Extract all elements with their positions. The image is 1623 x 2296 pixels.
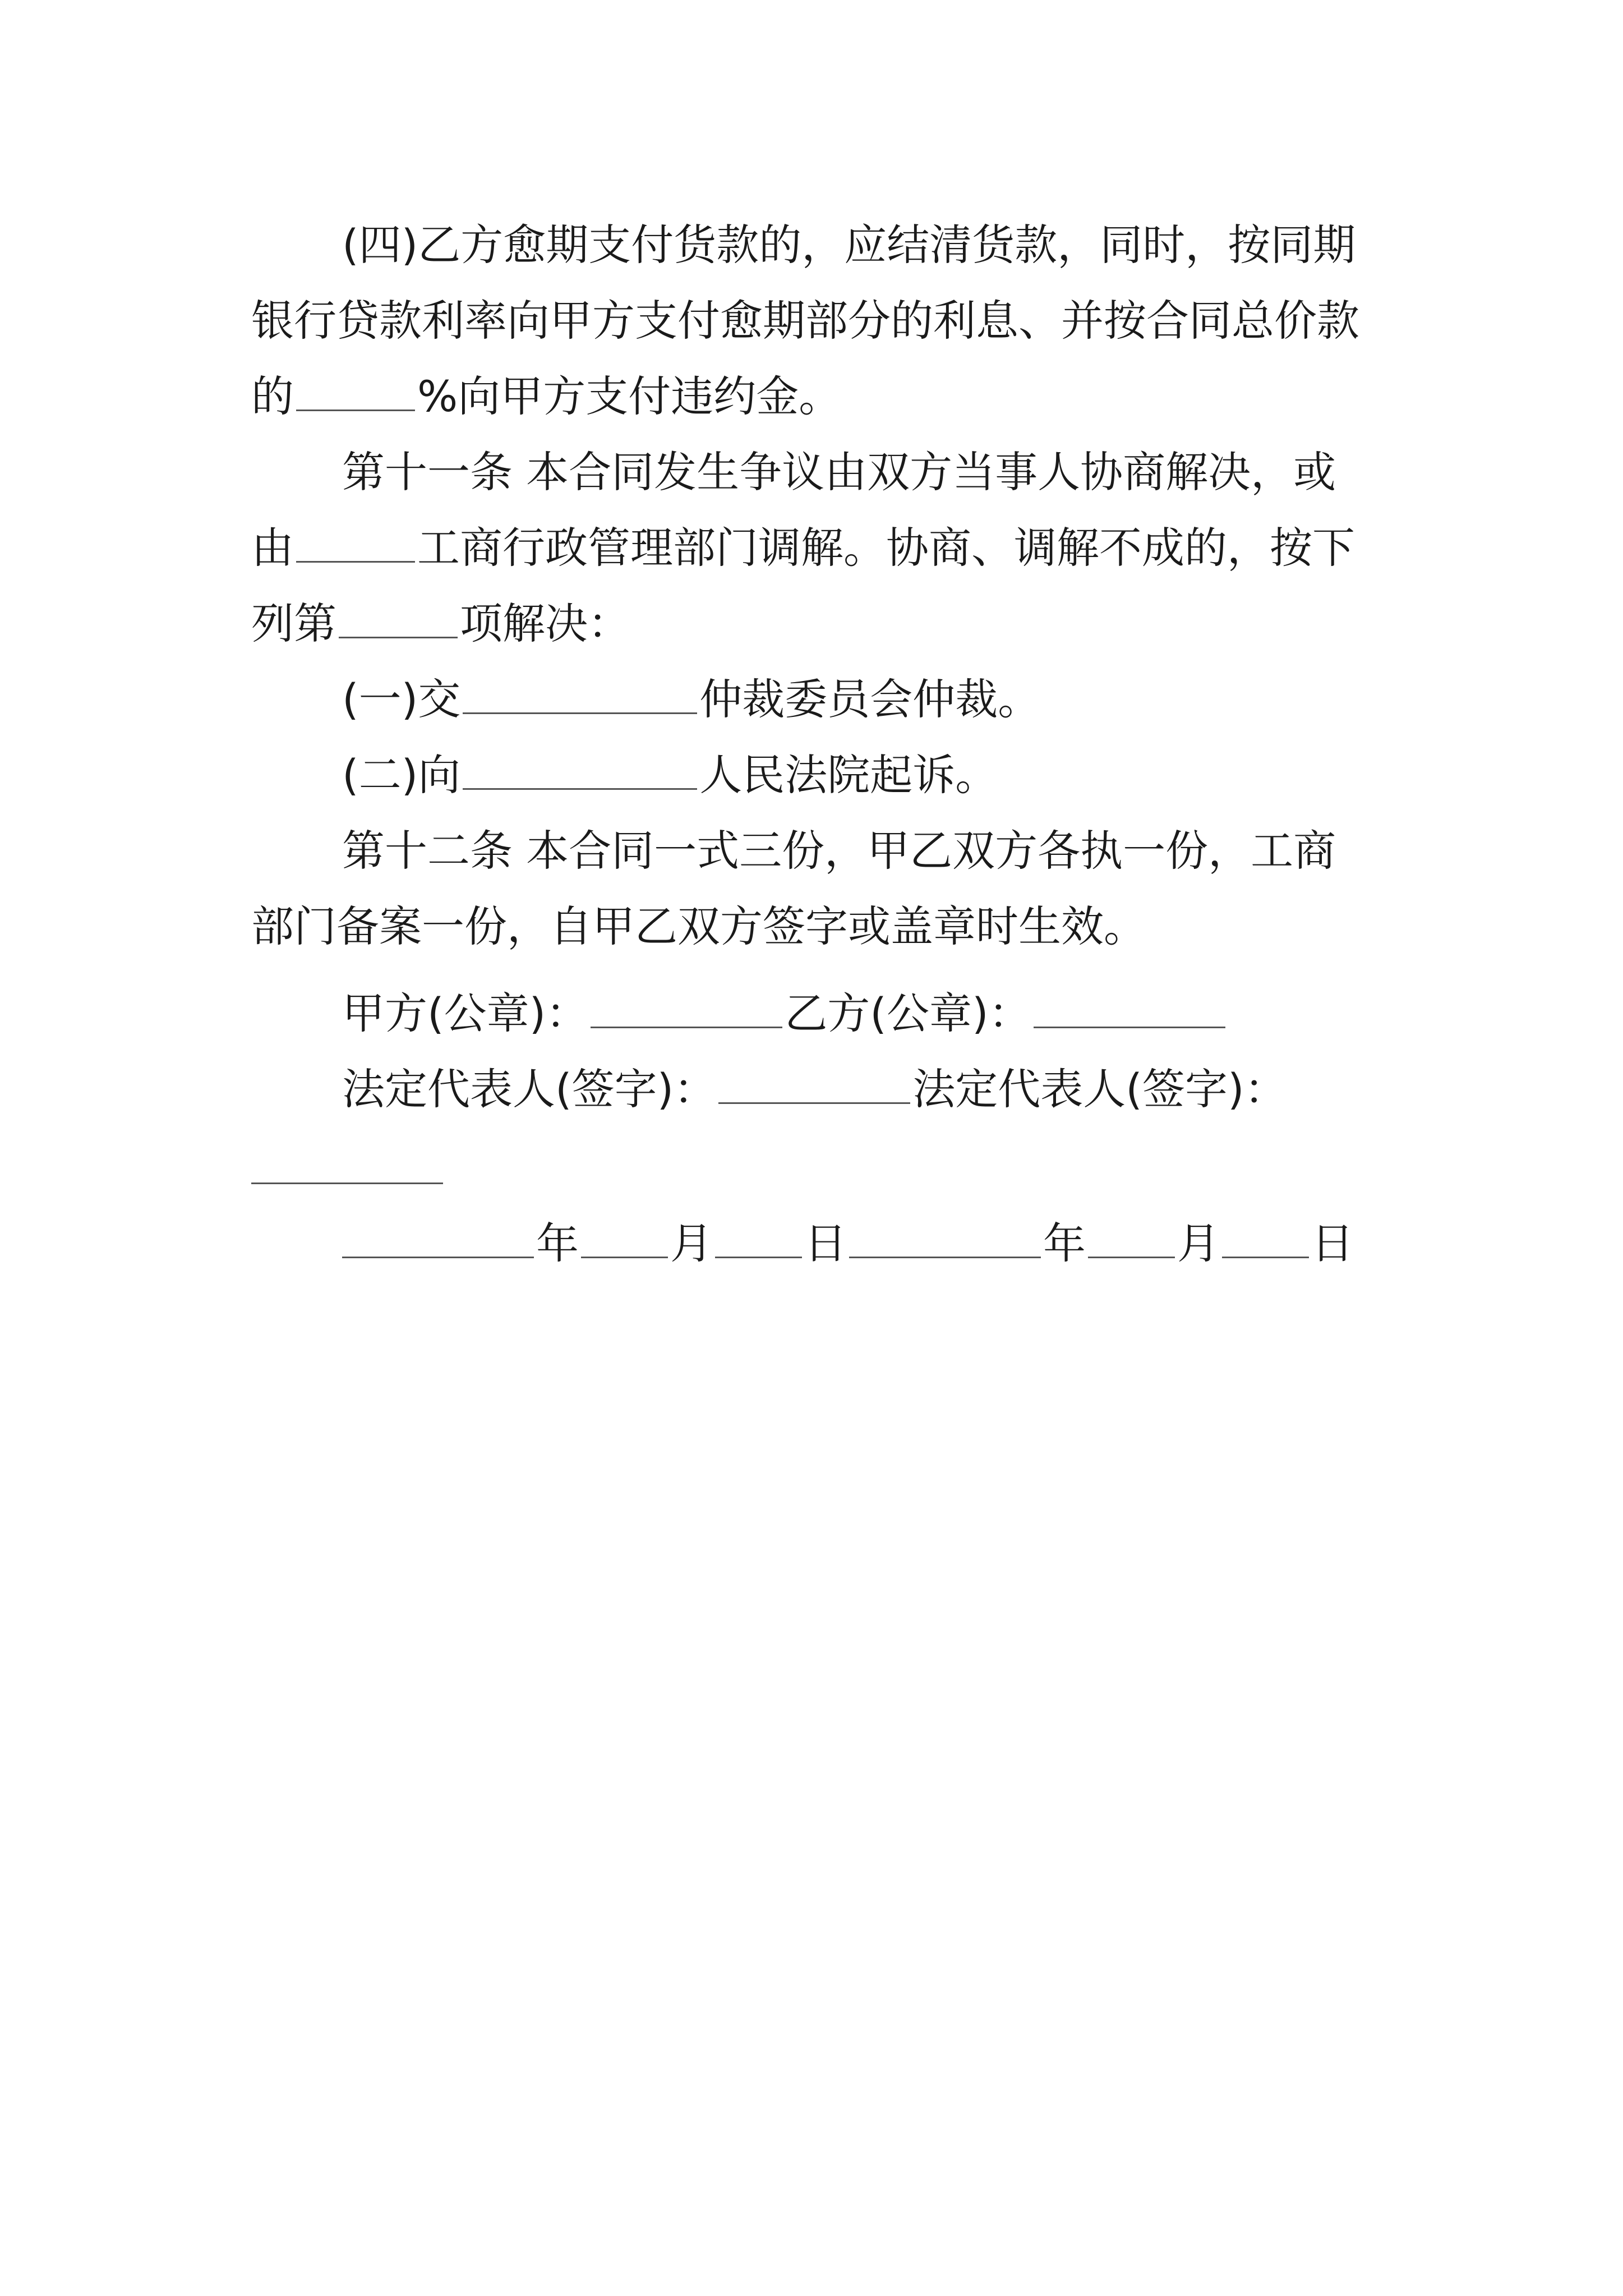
date-line [0,1213,1623,1274]
party-b-representative-blank[interactable] [251,1182,443,1184]
article-12-line-1 [0,820,1623,882]
article-12-line-2 [0,896,1623,958]
article-12-text-1: 第十二条 本合同一式三份，甲乙双方各执一份，工商 [342,826,1336,876]
article-11-text-3b: 项解决： [460,599,630,648]
party-a-representative-blank[interactable] [718,1063,910,1104]
option-2-text-a: (二)向 [342,750,461,800]
party-a-day-blank[interactable] [715,1217,802,1258]
article-12-text-2: 部门备案一份，自甲乙双方签字或盖章时生效。 [251,901,1146,951]
arbitration-committee-blank[interactable] [463,673,697,714]
party-b-representative-label: 法定代表人(签字)： [912,1064,1287,1114]
clause-4-text-1: (四)乙方愈期支付货款的，应结清货款，同时，按同期 [342,220,1356,270]
party-b-seal-blank[interactable] [1034,987,1225,1028]
party-b-year-label: 年 [1043,1218,1086,1268]
article-11-text-1: 第十一条 本合同发生争议由双方当事人协商解决，或 [342,447,1336,497]
option-1-text-b: 仲裁委员会仲裁。 [699,674,1041,724]
clause-4-line-2 [0,290,1623,352]
party-a-day-label: 日 [804,1218,847,1268]
party-b-day-blank[interactable] [1222,1217,1309,1258]
clause-4-line-3 [0,366,1623,427]
article-11-line-3 [0,593,1623,655]
party-a-year-label: 年 [536,1218,579,1268]
clause-4-text-3b: %向甲方支付违约金。 [417,371,842,421]
representative-line [0,1059,1623,1120]
party-b-month-blank[interactable] [1088,1217,1175,1258]
party-a-month-label: 月 [670,1218,713,1268]
clause-4-text-2: 银行贷款利率向甲方支付愈期部分的利息、并按合同总价款 [251,296,1359,346]
penalty-percent-blank[interactable] [296,370,415,411]
party-b-year-blank[interactable] [849,1217,1041,1258]
party-b-seal-label: 乙方(公章)： [785,988,1031,1038]
party-b-day-label: 日 [1311,1218,1354,1268]
option-1-text-a: (一)交 [342,674,461,724]
party-a-representative-label: 法定代表人(签字)： [342,1064,717,1114]
clause-4-line-1 [0,214,1623,276]
article-11-line-1 [0,441,1623,503]
party-b-month-label: 月 [1177,1218,1220,1268]
party-a-year-blank[interactable] [342,1217,534,1258]
option-1-line [0,669,1623,730]
article-11-text-2a: 由 [251,523,294,573]
party-a-seal-blank[interactable] [591,987,782,1028]
article-11-line-2 [0,517,1623,579]
clause-4-text-3a: 的 [251,371,294,421]
party-a-seal-label: 甲方(公章)： [342,988,589,1038]
party-a-month-blank[interactable] [581,1217,668,1258]
option-2-text-b: 人民法院起诉。 [699,750,998,800]
article-11-text-3a: 列第 [251,599,336,648]
seal-line [0,983,1623,1045]
court-blank[interactable] [463,749,697,790]
resolution-option-blank[interactable] [339,597,458,638]
option-2-line [0,744,1623,806]
article-11-text-2b: 工商行政管理部门调解。协商、调解不成的，按下 [417,523,1355,573]
mediation-department-blank[interactable] [296,522,415,563]
